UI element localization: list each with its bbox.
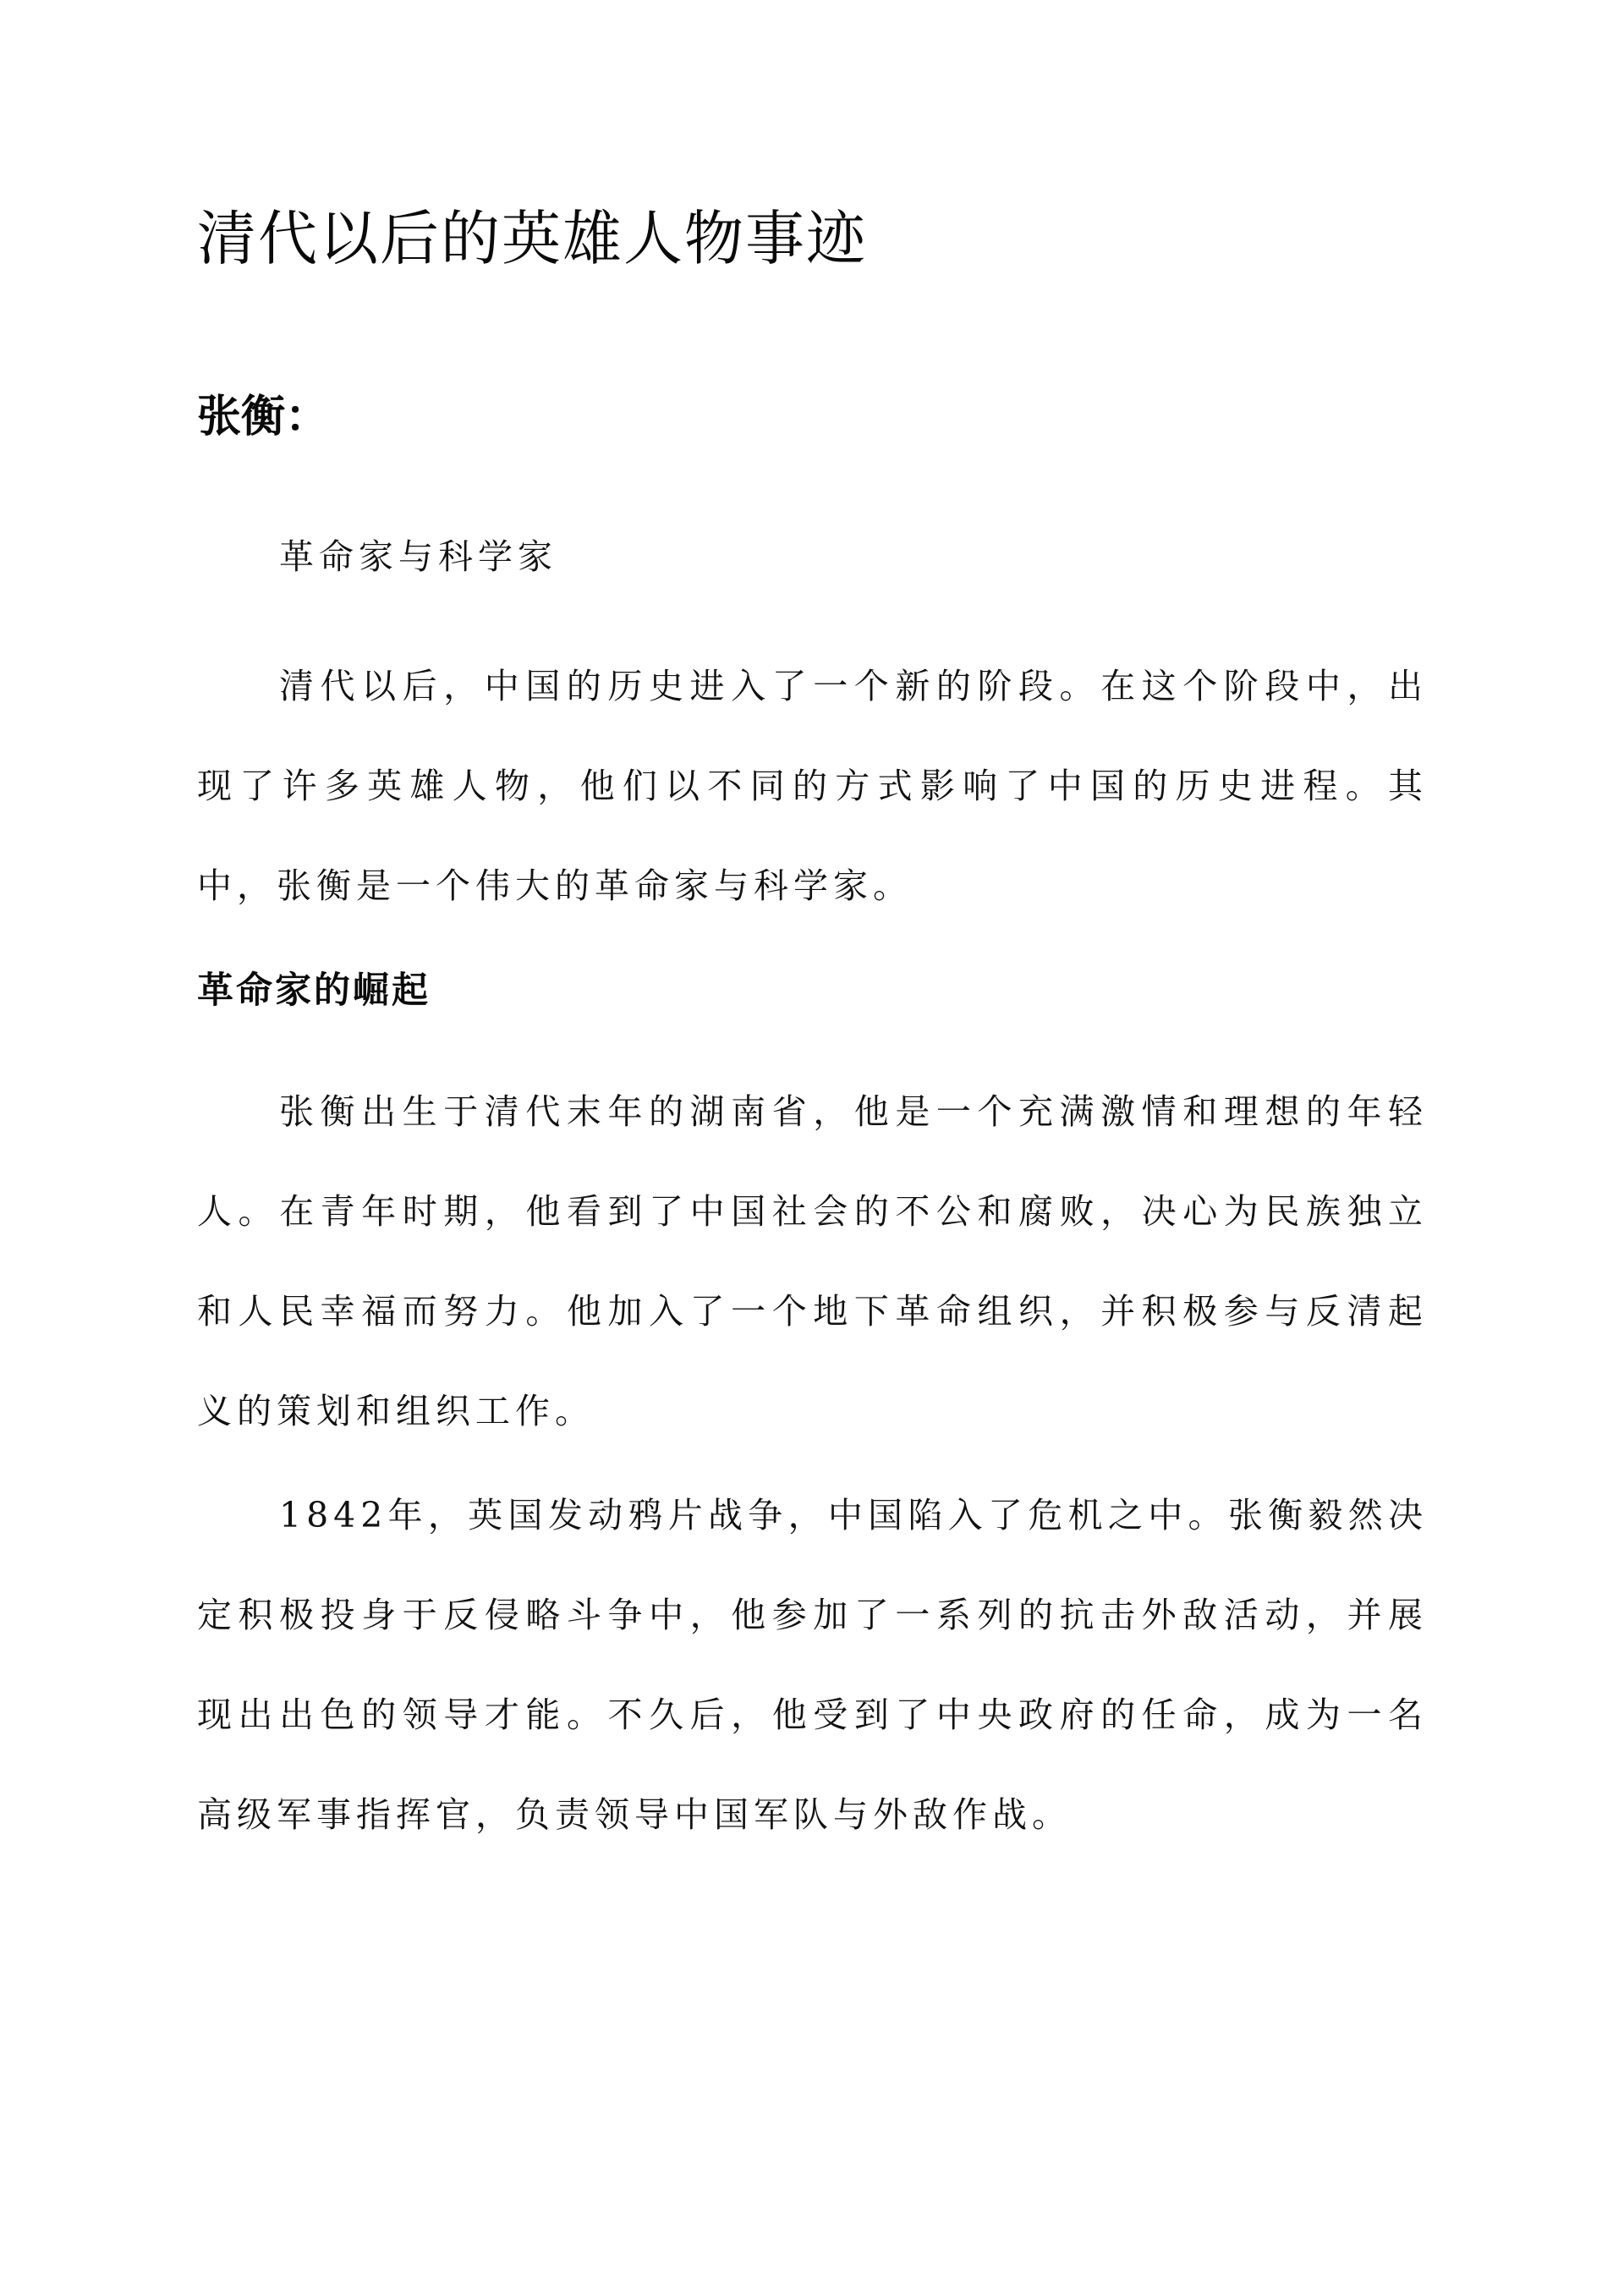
section-paragraph-1: 张衡出生于清代末年的湖南省，他是一个充满激情和理想的年轻人。在青年时期，他看到了中国社会的不公和腐败，决心为民族独立和人民幸福而努力。他加入了一个地下革命组织，并积极参与反清起义的策划和组织工作。 <box>197 1091 1428 1431</box>
subtitle: 革命家与科学家 <box>279 536 557 577</box>
person-heading: 张衡： <box>197 391 330 442</box>
section-heading: 革命家的崛起 <box>197 969 431 1012</box>
document-title: 清代以后的英雄人物事迹 <box>197 204 867 273</box>
intro-paragraph: 清代以后，中国的历史进入了一个新的阶段。在这个阶段中，出现了许多英雄人物，他们以不同的方式影响了中国的历史进程。其中，张衡是一个伟大的革命家与科学家。 <box>197 666 1428 906</box>
section-paragraph-2: 1842年，英国发动鸦片战争，中国陷入了危机之中。张衡毅然决定积极投身于反侵略斗争中，他参加了一系列的抗击外敌活动，并展现出出色的领导才能。不久后，他受到了中央政府的任命，成为一名高级军事指挥官，负责领导中国军队与外敌作战。 <box>197 1495 1428 1835</box>
document-body <box>197 191 1428 1865</box>
